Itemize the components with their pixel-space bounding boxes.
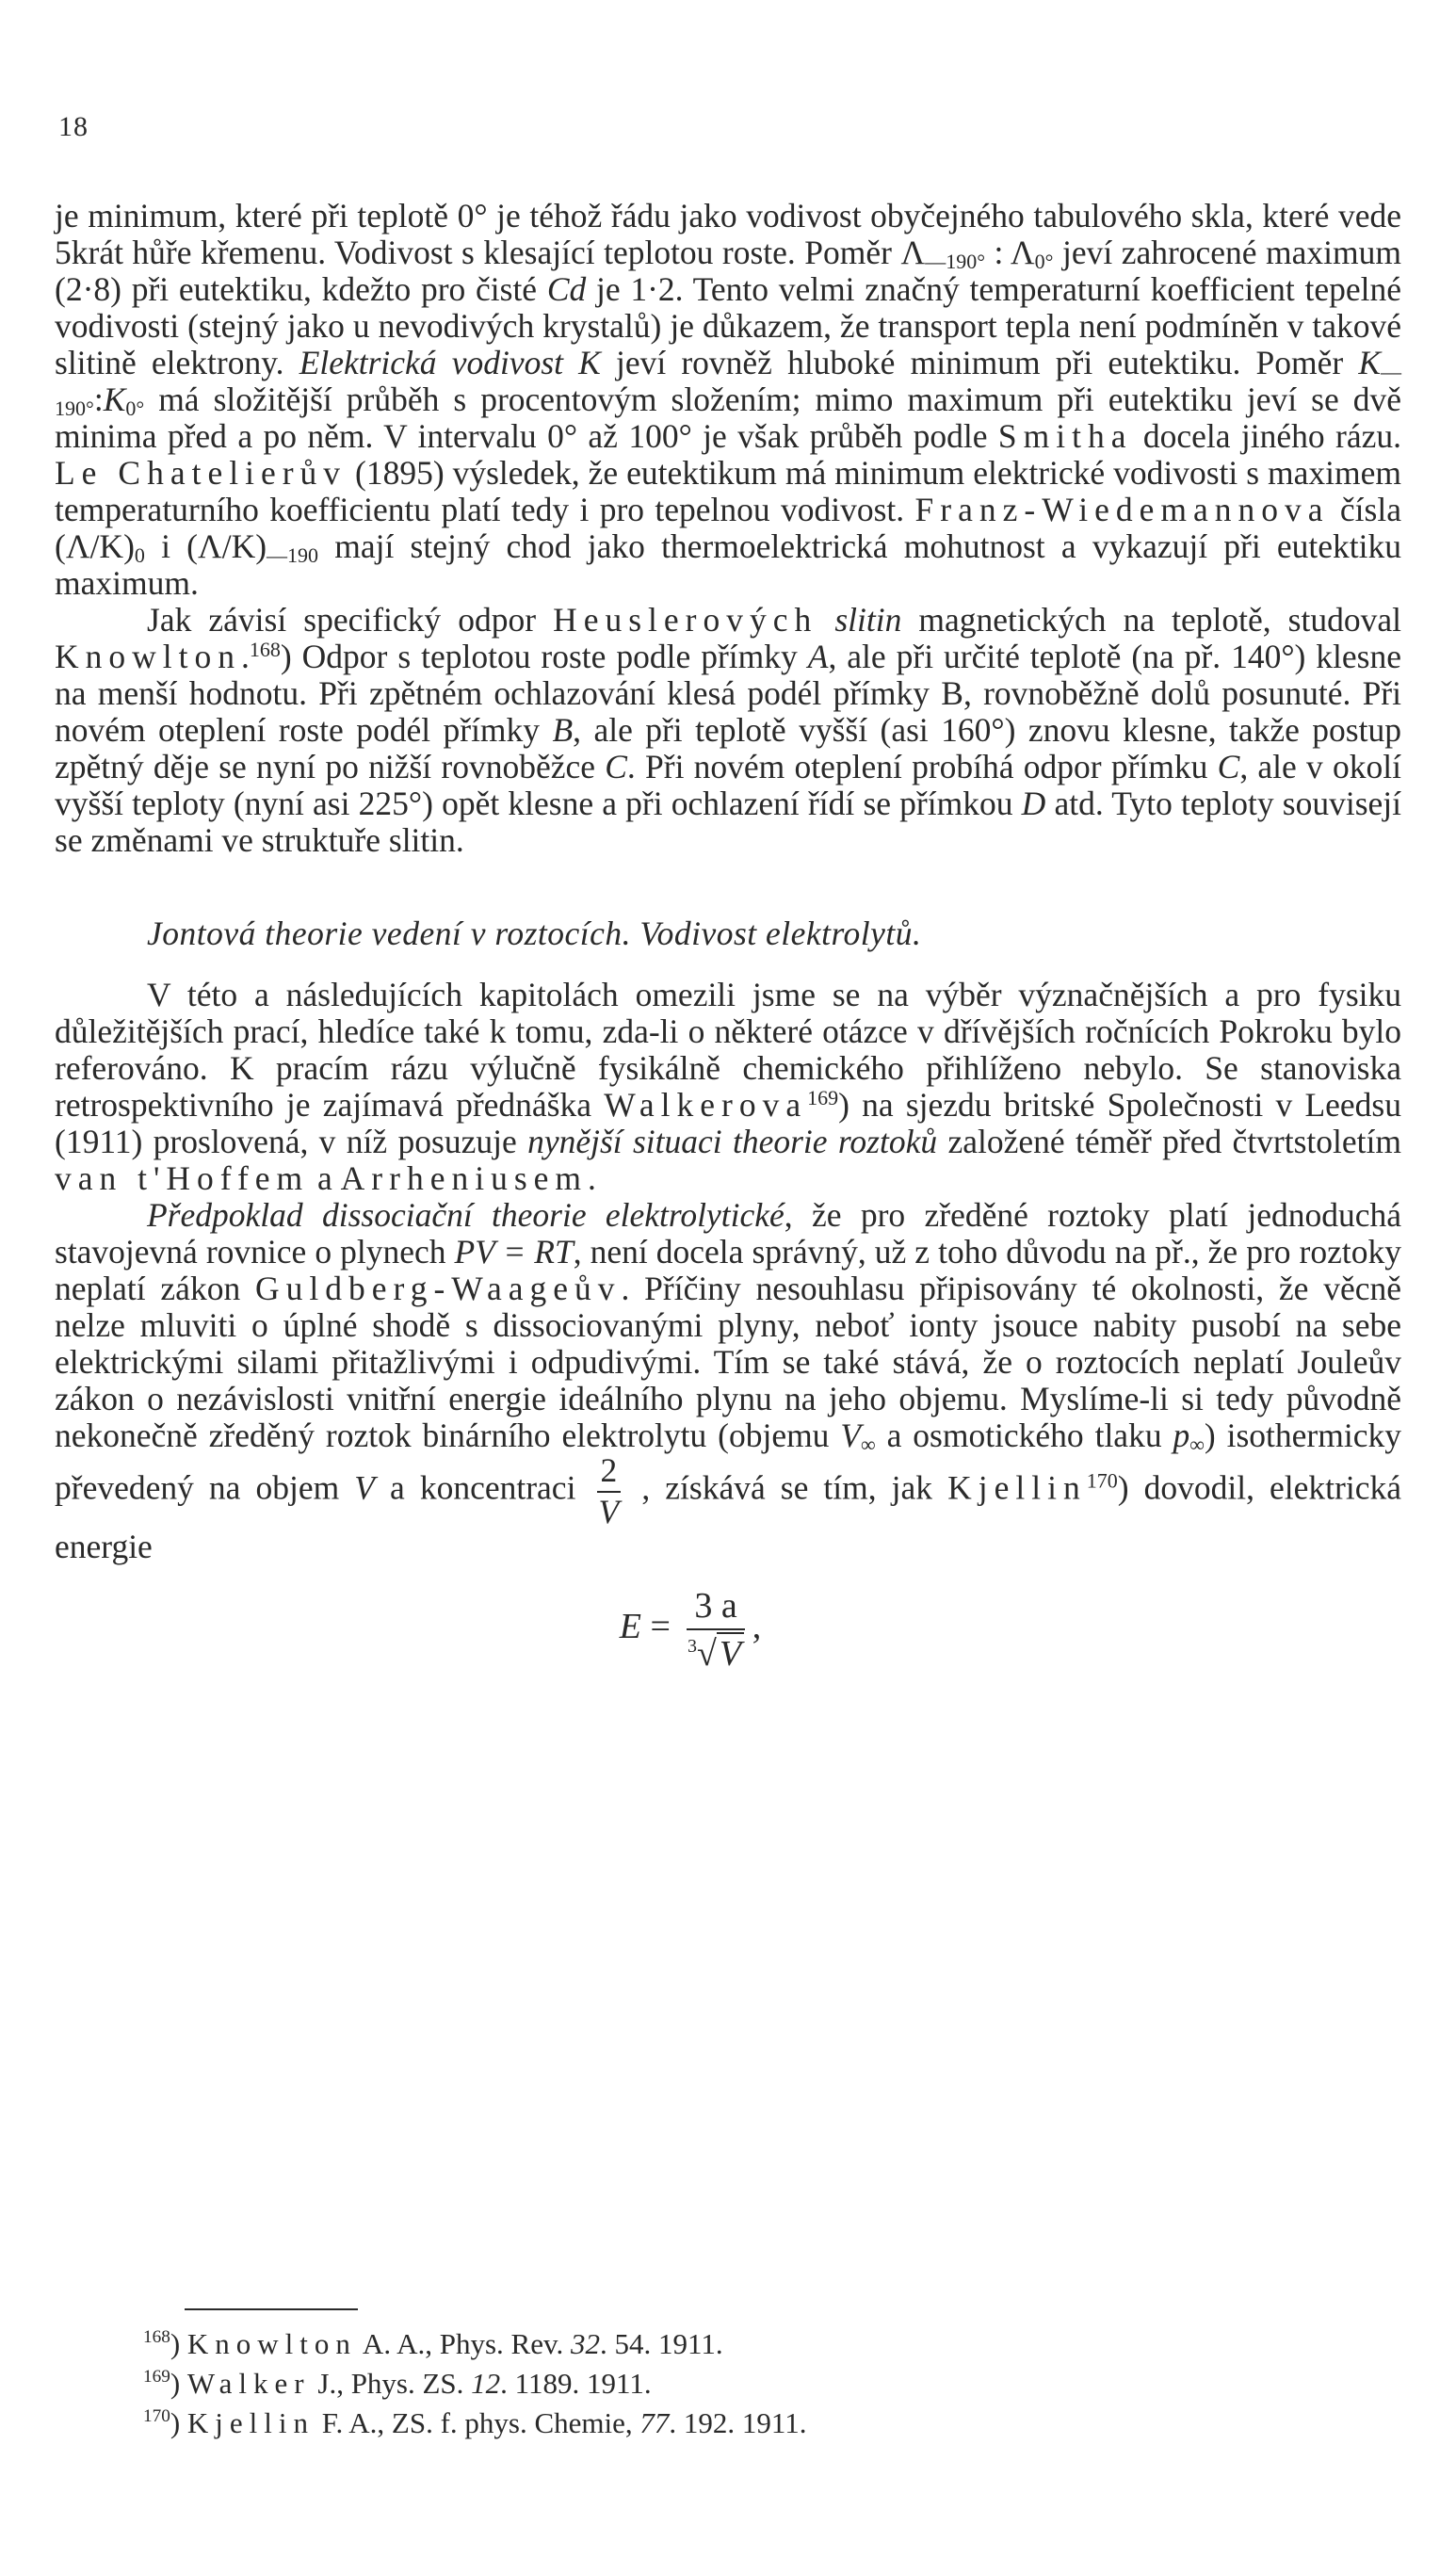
text-run: založené téměř před čtvrtstoletím (937, 1123, 1401, 1160)
concentration-fraction (597, 1451, 622, 1530)
footnote-divider (185, 2308, 358, 2310)
heading-part: Jontová theorie vedení v roztocích. (147, 915, 640, 952)
section-heading (55, 915, 1401, 952)
math-ratio: (Λ/K) (55, 527, 135, 565)
text-run: jeví rovněž hluboké minimum při eutektiku. Poměr (600, 344, 1359, 381)
spaced-name: Knowlton (55, 638, 241, 675)
footnote-volume: 12 (471, 2367, 501, 2400)
text-run: a (309, 1159, 341, 1197)
math-symbol: K (1358, 344, 1381, 381)
italic-term: Předpoklad dissociační theorie elektrolytické (147, 1196, 785, 1234)
cadmium-symbol: Cd (546, 270, 587, 308)
gas-equation: PV = RT (454, 1233, 574, 1271)
lambda-symbol: Λ (900, 234, 926, 271)
equation-fraction (687, 1588, 744, 1672)
root-index: 3 (688, 1636, 698, 1657)
math-ratio: (Λ/K) (186, 527, 267, 565)
paragraph-dissociation-theory (55, 1197, 1401, 1565)
footnote-text: F. A., ZS. f. phys. Chemie, (315, 2406, 640, 2439)
subscript: 0° (1034, 250, 1054, 273)
italic-term: slitin (834, 601, 902, 639)
radicand: V (717, 1632, 744, 1674)
text-run: . Příčiny nesouhlasu připisovány té okolnosti, že věcně nelze mluviti o úplné shodě s dissociovanými plyny, neboť ionty jsouce nabity pusobí na sebe elektrickými silami přitažlivými i odpudivými. Tím se také stává, že o roztocích neplatí Jouleův zákon o nezávislosti vnitřní energie ideálního plynu na jeho objemu. Myslíme-li si tedy původně nekonečně zředěný roztok binárního elektrolytu (objemu (55, 1270, 1402, 1454)
footnote-text: J., Phys. ZS. (310, 2367, 472, 2400)
text-run: čísla (1329, 491, 1401, 528)
footnote-author: Knowlton (186, 2327, 357, 2360)
subscript: ∞ (1189, 1433, 1205, 1456)
text-run: : (985, 234, 1011, 271)
text-run: ) isothermicky převedený na objem (55, 1417, 1401, 1507)
paragraph-heusler-alloys (55, 602, 1401, 859)
equation-denominator (687, 1630, 744, 1672)
math-symbol: V (840, 1417, 862, 1454)
subscript: ∞ (861, 1433, 876, 1456)
spaced-name: Smitha (997, 417, 1133, 455)
heading-part: Vodivost elektrolytů. (639, 915, 922, 952)
equals-sign: = (650, 1607, 671, 1647)
footnote-ref-168[interactable]: 168 (249, 638, 281, 661)
energy-equation (55, 1588, 1401, 1672)
lambda-symbol: Λ (1010, 234, 1035, 271)
text-run: jeví zahrocené maximum (2·8) při eutektiku, kdežto pro čisté (55, 234, 1401, 308)
text-run: , ale při určité teplotě (na př. 140°) klesne na menší hodnotu. Při zpětném ochlazování klesá podél přímky B, rovnoběžně dolů posunuté. Při novém oteplení roste podél přímky (55, 638, 1401, 749)
text-run: ) na sjezdu britské Společnosti v Leedsu (1911) proslovená, v níž posuzuje (55, 1086, 1401, 1160)
spaced-name: Heuslerových (553, 601, 818, 639)
subscript: 0° (125, 397, 145, 420)
math-symbol: C (1217, 748, 1240, 785)
text-run: a osmotického tlaku (875, 1417, 1173, 1454)
footnotes (143, 2324, 1367, 2443)
footnote-ref-170[interactable]: 170 (1086, 1468, 1118, 1493)
footnote-168: $^{168}$) Knowlton A. A., Phys. Rev. 32. 54. 1911. (143, 2327, 723, 2360)
spaced-name: Kjellin (947, 1468, 1087, 1507)
text-run: . (241, 638, 250, 675)
equation-numerator: 3 a (687, 1588, 744, 1630)
equation-trailing-comma: , (752, 1607, 762, 1647)
footnote-mark: 170 (143, 2406, 170, 2426)
equation-lhs: E (619, 1607, 641, 1647)
spaced-name: Guldberg-Waageův (255, 1270, 622, 1307)
footnote-volume: 77 (639, 2406, 670, 2439)
text-run (563, 344, 578, 381)
text-run: má složitější průběh s procentovým složením; mimo maximum při eutektiku jeví se dvě minima před a po něm. V intervalu 0° až 100° je však průběh podle (55, 380, 1401, 455)
text-run: , ale v okolí vyšší teploty (nyní asi 225°) opět klesne a při ochlazení řídí se přímkou (55, 748, 1401, 822)
math-symbol: C (605, 748, 627, 785)
text-run (817, 601, 834, 639)
math-symbol: p (1173, 1417, 1190, 1454)
subscript: —190 (267, 543, 319, 567)
math-symbol: B (552, 711, 574, 749)
text-run: ) dovodil, elektrická energie (55, 1468, 1401, 1565)
text-run: , získává se tím, jak (626, 1468, 948, 1507)
footnote-mark: 169 (143, 2367, 170, 2387)
subscript: 0 (134, 543, 145, 567)
body-text (55, 198, 1401, 1696)
text-run: a koncentraci (374, 1468, 591, 1507)
footnote-mark: 168 (143, 2327, 170, 2347)
math-symbol: A (807, 638, 829, 675)
text-run: magnetických na teplotě, studoval (901, 601, 1401, 639)
text-run: V této a následujících kapitolách omezili jsme se na výběr význačnějších a pro fysiku důležitějších prací, hledíce také k tomu, zda-li o některé otázce v dřívějších ročnících Pokroku bylo referováno. K pracím rázu výlučně fysikálně chemického přihlíženo nebylo. Se stanoviska retrospektivního je zajímavá přednáška (55, 976, 1401, 1124)
text-run: , ale při teplotě vyšší (asi 160°) znovu klesne, takže postup zpětný děje se nyní po nižší rovnoběžce (55, 711, 1401, 785)
text-run: je 1·2. Tento velmi značný temperaturní koefficient tepelné vodivosti (stejný jako u nevodivých krystalů) je důkazem, že transport tepla není podmíněn v takové slitině elektrony. (55, 270, 1401, 381)
text-run: , není docela správný, už z toho důvodu na př., že pro roztoky neplatí zákon (55, 1233, 1401, 1307)
subscript: —190° (925, 250, 986, 273)
text-run: i (144, 527, 187, 565)
text-run: , že pro zředěné roztoky platí jednoduchá stavojevná rovnice o plynech (55, 1196, 1401, 1271)
text-run: (1895) výsledek, že eutektikum má minimum elektrické vodivosti s maximem temperaturního koefficientu platí tedy i pro tepelnou vodivost. (55, 454, 1401, 528)
footnote-169: $^{169}$) Walker J., Phys. ZS. 12. 1189. 1911. (143, 2367, 652, 2400)
page-number: 18 (58, 111, 89, 142)
text-run: . (588, 1159, 596, 1197)
math-symbol: K (578, 344, 601, 381)
spaced-name: Le Chatelierův (55, 454, 348, 492)
text-run: mají stejný chod jako thermoelektrická mohutnost a vykazují při eutektiku maximum. (55, 527, 1401, 602)
text-run: ) Odpor s teplotou roste podle přímky (280, 638, 808, 675)
footnote-author: Kjellin (186, 2406, 315, 2439)
footnote-volume: 32 (570, 2327, 600, 2360)
footnote-170: $^{170}$) Kjellin F. A., ZS. f. phys. Chemie, 77. 192. 1911. (143, 2406, 807, 2439)
paragraph-thermal-conductivity (55, 198, 1401, 602)
italic-term: nynější situaci theorie roztoků (527, 1123, 938, 1160)
footnote-text: . 192. 1911. (669, 2406, 807, 2439)
math-symbol: V (354, 1468, 375, 1507)
footnote-text: A. A., Phys. Rev. (356, 2327, 571, 2360)
text-run: . Při novém oteplení probíhá odpor přímku (626, 748, 1218, 785)
spaced-name: van t'Hoffem (55, 1159, 310, 1197)
footnote-text: . 54. 1911. (599, 2327, 723, 2360)
math-symbol: K (103, 380, 126, 418)
text-run: docela jiného rázu. (1132, 417, 1401, 455)
spaced-name: Walkerova (604, 1086, 808, 1124)
footnote-ref-169[interactable]: 169 (807, 1086, 839, 1109)
fraction-denominator: V (598, 1492, 620, 1530)
spaced-name: Franz-Wiedemannova (914, 491, 1330, 528)
spaced-name: Arrheniusem (340, 1159, 589, 1197)
subscript: —190° (55, 360, 1401, 420)
math-symbol: D (1021, 785, 1046, 822)
text-run: Jak závisí specifický odpor (147, 601, 554, 639)
footnote-author: Walker (186, 2367, 311, 2400)
text-run: : (93, 380, 104, 418)
radical-sign: √ (697, 1634, 717, 1674)
italic-term: Elektrická vodivost (299, 344, 563, 381)
footnote-text: . 1189. 1911. (500, 2367, 652, 2400)
text-run: atd. Tyto teploty souvisejí se změnami ve struktuře slitin. (55, 785, 1402, 859)
text-run: je minimum, které při teplotě 0° je téhož řádu jako vodivost obyčejného tabulového skla, které vede 5krát hůře křemenu. Vodivost s klesající teplotou roste. Poměr (55, 197, 1401, 271)
fraction-numerator: 2 (597, 1454, 622, 1493)
paragraph-retrospective (55, 977, 1401, 1197)
